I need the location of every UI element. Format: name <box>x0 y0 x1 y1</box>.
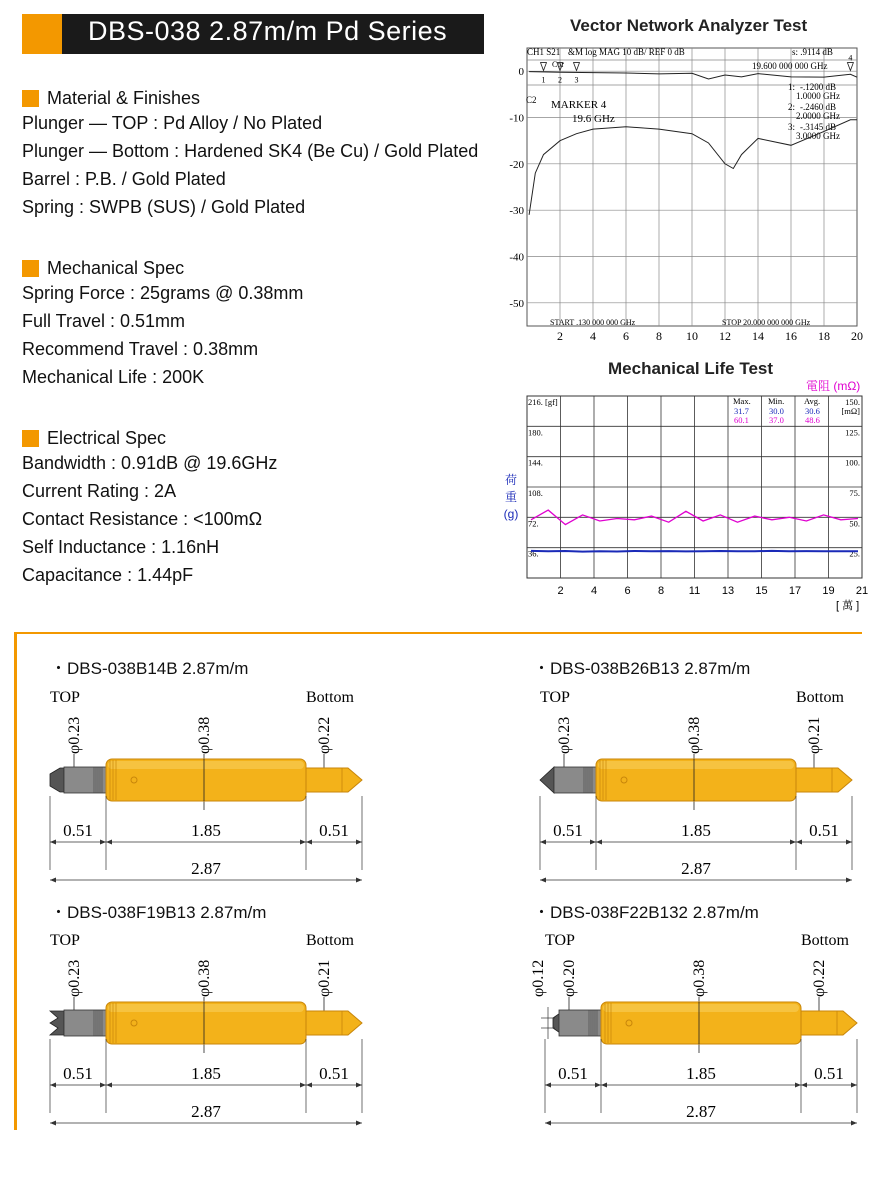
x-tick-label: 4 <box>590 585 598 597</box>
x-tick-label: 14 <box>752 329 764 343</box>
bottom-label: Bottom <box>795 689 844 706</box>
x-tick-label: 4 <box>590 329 596 343</box>
dim-total: 2.87 <box>191 859 221 878</box>
spec-line: Plunger — Bottom : Hardened SK4 (Be Cu) / Gold Plated <box>22 141 479 161</box>
part-name: ・DBS-038B26B13 2.87m/m <box>533 659 751 678</box>
bottom-label: Bottom <box>305 932 354 949</box>
part-drawing-f19b13 <box>30 925 370 1130</box>
dim-l3: 0.51 <box>814 1064 844 1083</box>
vna-freq-readout: 19.600 000 000 GHz <box>752 61 828 71</box>
barrel-highlight <box>108 1004 304 1012</box>
barrel-highlight <box>108 761 304 769</box>
stats-force: 31.7 <box>734 406 749 416</box>
life-right-unit: 電阻 (mΩ) <box>806 379 861 393</box>
vna-marker-table <box>788 82 840 141</box>
y2-tick-label: 25. <box>849 548 860 559</box>
x-tick-label: 8 <box>657 585 665 597</box>
y2-tick-label: 50. <box>849 518 860 529</box>
marker-val: -.1200 dB <box>800 82 836 92</box>
vna-marker-id: 4 <box>848 53 853 63</box>
life-x-ticks <box>557 585 868 597</box>
bottom-diameter-label: φ0.21 <box>316 959 333 997</box>
y-tick-label: 36. <box>528 548 539 559</box>
bottom-plunger <box>796 768 852 792</box>
life-chart <box>520 390 870 615</box>
dim-l3: 0.51 <box>319 1064 349 1083</box>
y2-tick-label: 125. <box>845 427 860 438</box>
top-label: TOP <box>50 932 80 949</box>
y-tick-label: -50 <box>509 297 524 310</box>
x-tick-label: 17 <box>788 585 802 597</box>
dim-l3: 0.51 <box>319 821 349 840</box>
part-drawing-b26b13 <box>520 682 865 887</box>
life-title: Mechanical Life Test <box>608 359 774 378</box>
marker-id: 2: <box>788 102 796 112</box>
y-tick-label: -10 <box>509 112 524 125</box>
x-tick-label: 19 <box>822 585 835 597</box>
life-stats <box>733 396 820 425</box>
dim-l1: 0.51 <box>558 1064 588 1083</box>
dim-total: 2.87 <box>681 859 711 878</box>
top-label: TOP <box>50 689 80 706</box>
barrel-highlight <box>603 1004 799 1012</box>
marker-val: -.3145 dB <box>800 122 836 132</box>
part-name: ・DBS-038F19B13 2.87m/m <box>50 903 267 922</box>
top-diameter-label: φ0.20 <box>561 959 578 997</box>
mechanical-section <box>22 258 303 391</box>
y-tick-label: -20 <box>509 158 524 171</box>
dim-l1: 0.51 <box>63 821 93 840</box>
vna-cor: Cor <box>552 60 564 69</box>
marker-id: 1: <box>788 82 796 92</box>
section-divider-vertical <box>14 634 17 1130</box>
stats-header: Avg. <box>804 396 821 406</box>
stats-header: Max. <box>733 396 751 406</box>
spec-line: Capacitance : 1.44pF <box>22 565 194 585</box>
bullet-square <box>22 90 39 107</box>
vna-hdr-mid: &M log MAG 10 dB/ REF 0 dB <box>568 47 685 57</box>
vna-chart <box>500 40 870 346</box>
x-tick-label: 16 <box>785 329 797 343</box>
x-tick-label: 13 <box>721 585 735 597</box>
x-tick-label: 2 <box>557 329 563 343</box>
y-tick-label: -30 <box>509 205 524 218</box>
bullet-square <box>22 430 39 447</box>
barrel-diameter-label: φ0.38 <box>196 716 213 754</box>
x-tick-label: 8 <box>656 329 662 343</box>
vna-hdr-right: s: .9114 dB <box>792 47 833 57</box>
vna-marker-label: MARKER 4 <box>551 99 607 111</box>
y-tick-label: 108. <box>528 488 543 498</box>
spec-line: Recommend Travel : 0.38mm <box>22 339 259 359</box>
dim-l2: 1.85 <box>686 1064 716 1083</box>
marker-freq: 2.0000 GHz <box>796 111 840 121</box>
life-x-unit: [ 萬 ] <box>836 600 860 612</box>
life-left-unit <box>503 472 519 523</box>
dim-l2: 1.85 <box>191 821 221 840</box>
x-tick-label: 2 <box>557 585 564 597</box>
x-tick-label: 18 <box>818 329 830 343</box>
bullet-square <box>22 260 39 277</box>
dim-l2: 1.85 <box>681 821 711 840</box>
bottom-plunger <box>306 768 362 792</box>
tip-diameter-label: φ0.12 <box>530 959 547 997</box>
section-title: Electrical Spec <box>47 428 167 448</box>
barrel-diameter-label: φ0.38 <box>691 959 708 997</box>
spec-line: Bandwidth : 0.91dB @ 19.6GHz <box>22 453 278 473</box>
part-drawing-f22b132 <box>500 925 865 1130</box>
x-tick-label: 21 <box>855 585 869 597</box>
spec-line: Full Travel : 0.51mm <box>22 311 186 331</box>
stats-force: 30.6 <box>805 406 820 416</box>
vna-marker-id: 1 <box>541 75 546 85</box>
y-tick-label: 144. <box>528 457 543 468</box>
x-tick-label: 10 <box>686 329 698 343</box>
dim-l1: 0.51 <box>553 821 583 840</box>
top-plunger-tip <box>540 767 554 793</box>
part-name: ・DBS-038B14B 2.87m/m <box>50 659 249 678</box>
vna-x-ticks <box>557 329 863 343</box>
top-plunger-tip <box>50 768 64 792</box>
bottom-diameter-label: φ0.21 <box>806 716 823 754</box>
barrel-highlight <box>598 761 794 769</box>
bottom-diameter-label: φ0.22 <box>316 716 333 754</box>
top-label: TOP <box>545 932 575 949</box>
vna-start: START .130 000 000 GHz <box>550 318 636 327</box>
section-title: Material & Finishes <box>47 88 201 108</box>
spec-line: Spring Force : 25grams @ 0.38mm <box>22 283 304 303</box>
part-name: ・DBS-038F22B132 2.87m/m <box>533 903 759 922</box>
y-tick-label: 72. <box>528 518 539 529</box>
spec-line: Barrel : P.B. / Gold Plated <box>22 169 226 189</box>
stats-resist: 37.0 <box>769 415 784 425</box>
y-tick-label: 216. [gf] <box>528 397 558 407</box>
top-label: TOP <box>540 689 570 706</box>
spec-line: Mechanical Life : 200K <box>22 367 205 387</box>
vna-y-ticks <box>509 66 524 310</box>
section-divider <box>14 632 862 634</box>
vna-hdr-left: CH1 S21 <box>527 47 561 57</box>
y2-tick-label: 150. <box>845 397 860 407</box>
stats-resist: 48.6 <box>805 415 820 425</box>
top-diameter-label: φ0.23 <box>556 716 573 754</box>
marker-val: -.2460 dB <box>800 102 836 112</box>
marker-freq: 1.0000 GHz <box>796 91 840 101</box>
bottom-label: Bottom <box>800 932 849 949</box>
life-series-line <box>531 551 858 552</box>
x-tick-label: 20 <box>851 329 863 343</box>
stats-force: 30.0 <box>769 406 784 416</box>
vna-marker-id: 3 <box>574 75 579 85</box>
left-unit-char: 重 <box>504 490 517 504</box>
bottom-plunger <box>801 1011 857 1035</box>
left-unit-char: (g) <box>503 507 519 521</box>
dim-l1: 0.51 <box>63 1064 93 1083</box>
x-tick-label: 6 <box>623 329 629 343</box>
x-tick-label: 15 <box>755 585 768 597</box>
dim-total: 2.87 <box>686 1102 716 1121</box>
material-section <box>22 88 478 221</box>
section-title: Mechanical Spec <box>47 258 185 278</box>
x-tick-label: 6 <box>624 585 631 597</box>
dim-l3: 0.51 <box>809 821 839 840</box>
y-tick-label: -40 <box>509 251 524 264</box>
x-tick-label: 12 <box>719 329 731 343</box>
bottom-label: Bottom <box>305 689 354 706</box>
spec-line: Self Inductance : 1.16nH <box>22 537 220 557</box>
left-unit-char: 荷 <box>504 473 517 487</box>
spec-line: Plunger — TOP : Pd Alloy / No Plated <box>22 113 323 133</box>
vna-stop: STOP 20.000 000 000 GHz <box>722 318 811 327</box>
marker-freq: 3.0000 GHz <box>796 131 840 141</box>
y-tick-label: 0 <box>518 66 524 79</box>
bottom-diameter-label: φ0.22 <box>811 959 828 997</box>
vna-title: Vector Network Analyzer Test <box>570 16 808 35</box>
stats-resist: 60.1 <box>734 415 749 425</box>
vna-marker-id: 2 <box>558 75 562 85</box>
barrel-diameter-label: φ0.38 <box>196 959 213 997</box>
part-drawing-b14b <box>30 682 370 887</box>
vna-marker-freq: 19.6 GHz <box>572 113 615 125</box>
spec-line: Spring : SWPB (SUS) / Gold Plated <box>22 197 306 217</box>
marker-id: 3: <box>788 122 796 132</box>
dim-l2: 1.85 <box>191 1064 221 1083</box>
y2-tick-label: 75. <box>849 488 860 498</box>
stats-header: Min. <box>768 396 785 406</box>
page-title: DBS-038 2.87m/m Pd Series <box>88 16 448 46</box>
top-diameter-label: φ0.23 <box>66 716 83 754</box>
barrel-diameter-label: φ0.38 <box>686 716 703 754</box>
top-plunger-tip <box>50 1011 64 1035</box>
dim-total: 2.87 <box>191 1102 221 1121</box>
spec-line: Contact Resistance : <100mΩ <box>22 509 263 529</box>
y2-tick-unit: [mΩ] <box>841 406 860 416</box>
y2-tick-label: 100. <box>845 457 860 468</box>
header-accent <box>22 14 62 54</box>
x-tick-label: 11 <box>688 585 701 597</box>
y-tick-label: 180. <box>528 427 543 438</box>
vna-c2: C2 <box>526 95 537 105</box>
spec-line: Current Rating : 2A <box>22 481 177 501</box>
electrical-section <box>22 428 277 589</box>
top-diameter-label: φ0.23 <box>66 959 83 997</box>
bottom-plunger <box>306 1011 362 1035</box>
